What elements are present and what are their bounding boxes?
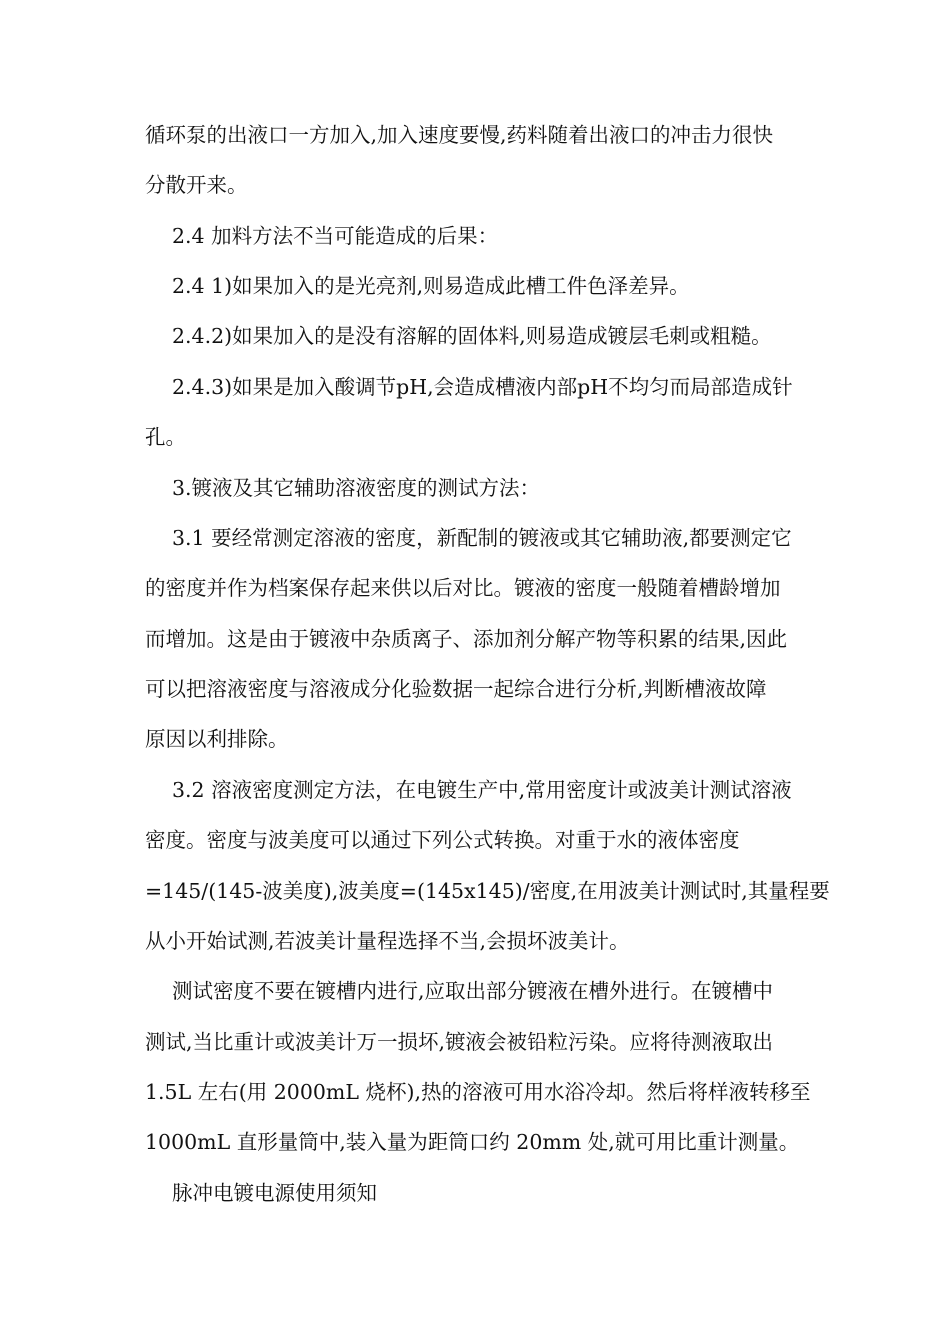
text-line: 的密度并作为档案保存起来供以后对比。镀液的密度一般随着槽龄增加 <box>145 576 781 600</box>
text-line: 可以把溶液密度与溶液成分化验数据一起综合进行分析,判断槽液故障 <box>145 677 767 701</box>
text-line: 循环泵的出液口一方加入,加入速度要慢,药料随着出液口的冲击力很快 <box>145 123 774 147</box>
text-line: 3.2 溶液密度测定方法，在电镀生产中,常用密度计或波美计测试溶液 <box>172 778 792 802</box>
text-line: 密度。密度与波美度可以通过下列公式转换。对重于水的液体密度 <box>145 828 740 852</box>
text-line: 1.5L 左右(用 2000mL 烧杯),热的溶液可用水浴冷却。然后将样液转移至 <box>145 1080 811 1104</box>
text-line: 2.4 1)如果加入的是光亮剂,则易造成此槽工件色泽差异。 <box>172 274 690 298</box>
section-heading: 3.镀液及其它辅助溶液密度的测试方法： <box>172 476 541 500</box>
text-line: 测试,当比重计或波美计万一损坏,镀液会被铅粒污染。应将待测液取出 <box>145 1030 774 1054</box>
text-line: =145/(145-波美度),波美度=(145x145)/密度,在用波美计测试时,其量程要 <box>145 879 830 903</box>
text-line: 孔。 <box>145 425 186 449</box>
text-line: 3.1 要经常测定溶液的密度，新配制的镀液或其它辅助液,都要测定它 <box>172 526 792 550</box>
text-line: 从小开始试测,若波美计量程选择不当,会损坏波美计。 <box>145 929 630 953</box>
text-line: 2.4.3)如果是加入酸调节pH,会造成槽液内部pH不均匀而局部造成针 <box>172 375 793 399</box>
text-line: 测试密度不要在镀槽内进行,应取出部分镀液在槽外进行。在镀槽中 <box>172 979 774 1003</box>
section-heading: 2.4 加料方法不当可能造成的后果： <box>172 224 499 248</box>
text-line: 2.4.2)如果加入的是没有溶解的固体料,则易造成镀层毛刺或粗糙。 <box>172 324 772 348</box>
text-line: 原因以利排除。 <box>145 727 289 751</box>
text-line: 而增加。这是由于镀液中杂质离子、添加剂分解产物等积累的结果,因此 <box>145 627 788 651</box>
text-line: 1000mL 直形量筒中,装入量为距筒口约 20mm 处,就可用比重计测量。 <box>145 1130 800 1154</box>
section-heading: 脉冲电镀电源使用须知 <box>172 1181 377 1205</box>
text-line: 分散开来。 <box>145 173 248 197</box>
